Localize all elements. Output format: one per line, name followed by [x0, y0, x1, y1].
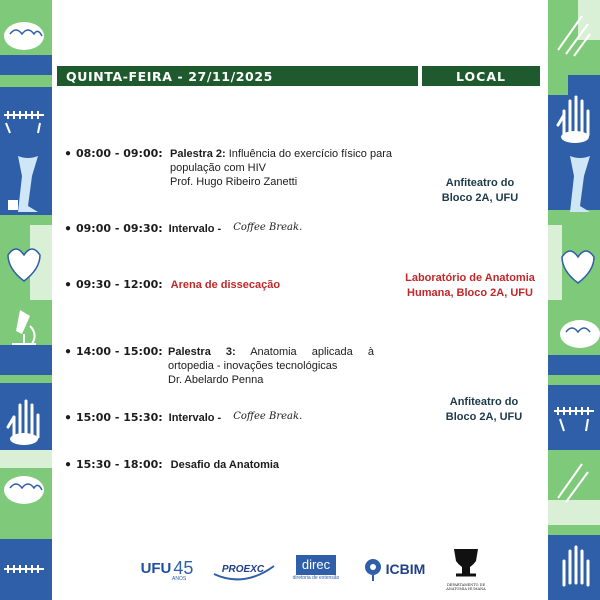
- skeleton-icon: [548, 375, 600, 450]
- schedule-description: [170, 147, 416, 189]
- location-text: [396, 271, 544, 301]
- coffee-break-note: Coffee Break.: [233, 411, 303, 422]
- schedule-item: [60, 345, 374, 387]
- footer-logos: [134, 542, 494, 594]
- schedule-time: 09:00 - 09:30:: [76, 222, 163, 235]
- schedule-description: [168, 345, 374, 387]
- schedule-label: Palestra 3:: [168, 346, 236, 358]
- surgical-tools-icon: [548, 450, 600, 525]
- schedule-label: Desafio da Anatomia: [170, 459, 280, 471]
- brain-icon: [0, 450, 52, 525]
- location-line: Laboratório de Anatomia: [405, 272, 535, 284]
- brain-icon: [548, 300, 600, 375]
- location-line: Anfiteatro do: [449, 396, 519, 408]
- schedule-item: [60, 411, 302, 425]
- bullet-icon: ●: [65, 279, 72, 290]
- ufu-logo: UFU 45 ANOS: [140, 557, 194, 582]
- schedule-time: 14:00 - 15:00:: [76, 345, 163, 358]
- schedule-item: [60, 278, 280, 292]
- bullet-icon: ●: [65, 148, 72, 159]
- schedule-label: Arena de dissecação: [170, 279, 281, 291]
- bullet-icon: ●: [65, 223, 72, 234]
- icbim-logo: ICBIM: [356, 552, 432, 586]
- left-decorative-strip: [0, 0, 52, 600]
- skeleton-icon: [0, 75, 52, 150]
- heart-icon: [548, 225, 600, 300]
- schedule-item: [60, 458, 279, 472]
- right-decorative-strip: [548, 0, 600, 600]
- schedule-speaker: Prof. Hugo Ribeiro Zanetti: [170, 176, 298, 188]
- date-header: QUINTA-FEIRA - 27/11/2025: [57, 66, 418, 86]
- schedule-time: 15:30 - 18:00:: [76, 458, 163, 471]
- location-line: Anfiteatro do: [445, 177, 515, 189]
- microscope-icon: [0, 300, 52, 375]
- schedule-item: [60, 147, 416, 189]
- location-text: [420, 176, 540, 206]
- skeleton-icon: [0, 525, 52, 600]
- coffee-break-note: Coffee Break.: [233, 222, 303, 233]
- schedule-label: Intervalo -: [168, 223, 222, 235]
- bullet-icon: ●: [65, 412, 72, 423]
- location-line: Bloco 2A, UFU: [445, 411, 523, 423]
- hand-bones-icon: [548, 75, 600, 150]
- bullet-icon: ●: [65, 346, 72, 357]
- heart-icon: [0, 225, 52, 300]
- hand-bones-icon: [548, 525, 600, 600]
- leg-bone-icon: [548, 150, 600, 225]
- schedule-label: Intervalo -: [168, 412, 222, 424]
- location-line: Humana, Bloco 2A, UFU: [407, 287, 533, 299]
- anatomy-department-logo: DEPARTAMENTO DE ANATOMIA HUMANA: [438, 542, 494, 594]
- schedule-text: Influência do exercício físico para população com HIV: [170, 148, 392, 174]
- leg-bone-icon: [0, 150, 52, 225]
- location-line: Bloco 2A, UFU: [441, 192, 519, 204]
- schedule-speaker: Dr. Abelardo Penna: [168, 374, 264, 386]
- brain-icon: [0, 0, 52, 75]
- direc-logo: direc diretoria de extensão: [292, 557, 340, 581]
- schedule-text: Anatomia aplicada à ortopedia - inovações tecnológicas: [168, 346, 374, 372]
- bullet-icon: ●: [65, 459, 72, 470]
- schedule-time: 09:30 - 12:00:: [76, 278, 163, 291]
- proexc-logo: PROEXC: [210, 554, 276, 584]
- schedule-time: 08:00 - 09:00:: [76, 147, 163, 160]
- location-header: LOCAL: [422, 66, 540, 86]
- surgical-tools-icon: [548, 0, 600, 75]
- location-text: [424, 395, 544, 425]
- schedule-time: 15:00 - 15:30:: [76, 411, 163, 424]
- hand-bones-icon: [0, 375, 52, 450]
- schedule-item: [60, 222, 302, 236]
- schedule-label: Palestra 2:: [170, 148, 226, 160]
